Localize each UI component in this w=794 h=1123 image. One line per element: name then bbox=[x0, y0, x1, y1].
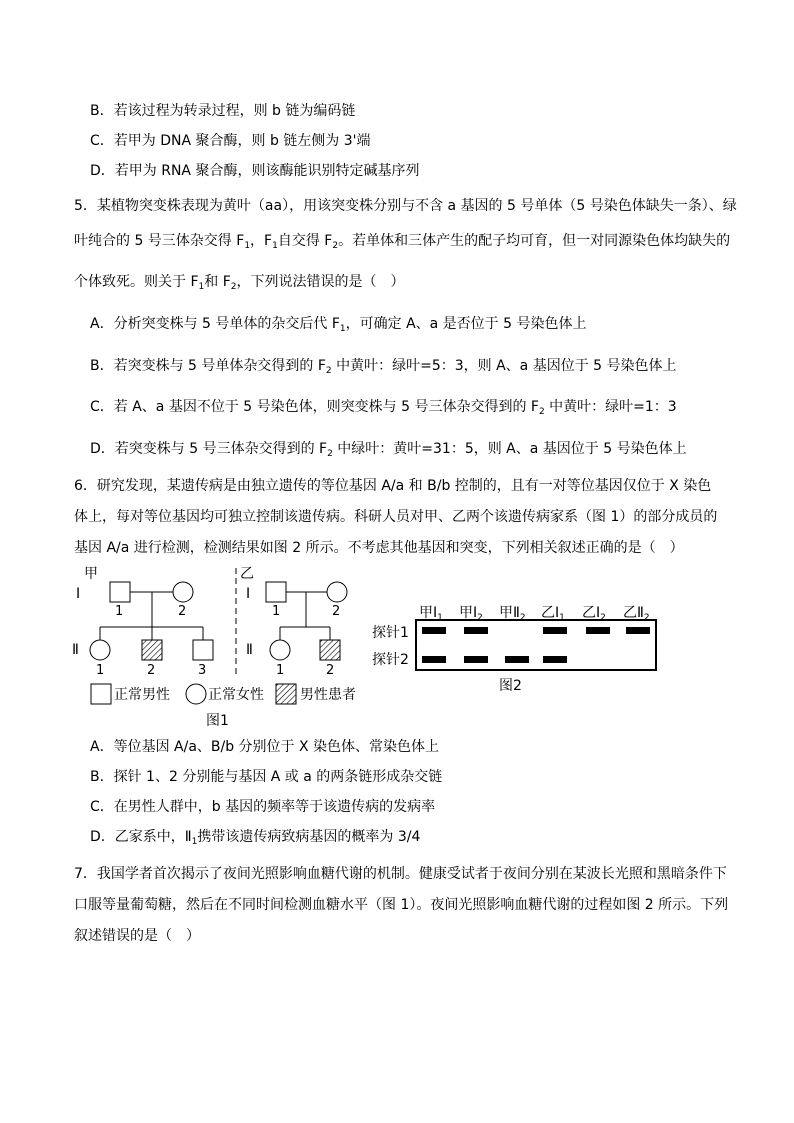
fig2-frame bbox=[415, 619, 657, 671]
q6-option-a: A．等位基因 A/a、B/b 分别位于 X 染色体、常染色体上 bbox=[90, 739, 440, 755]
q5-option-c: C．若 A、a 基因不位于 5 号染色体，则突变株与 5 号三体杂交得到的 $F_2$ 中黄叶：绿叶=1：3 bbox=[90, 399, 677, 417]
yi-II2-number: 2 bbox=[326, 663, 335, 678]
jia-generation-II-label: Ⅱ bbox=[72, 642, 79, 658]
jia-I2-number: 2 bbox=[178, 604, 187, 619]
jia-II3-male bbox=[193, 640, 213, 660]
q6-stem-line1: 6．研究发现，某遗传病是由独立遗传的等位基因 A/a 和 B/b 控制的，且有一对等位基因仅位于 X 染色 bbox=[74, 478, 712, 494]
q6-stem-line2: 体上，每对等位基因均可独立控制该遗传病。科研人员对甲、乙两个该遗传病家系（图 1）的部分成员的 bbox=[74, 509, 718, 525]
fig2-col-6: 乙$Ⅱ_2$ bbox=[623, 605, 650, 623]
q6-option-b: B．探针 1、2 分别能与基因 A 或 a 的两条链形成杂交链 bbox=[90, 769, 443, 785]
q5-option-a: A．分析突变株与 5 号单体的杂交后代 $F_1$，可确定 A、a 是否位于 5 号染色体上 bbox=[90, 316, 587, 334]
q5-stem-line1: 5．某植物突变株表现为黄叶（aa），用该突变株分别与不含 a 基因的 5 号单体（5 号染色体缺失一条）、绿 bbox=[74, 198, 737, 214]
probe1-band bbox=[626, 627, 650, 634]
yi-generation-I-label: Ⅰ bbox=[246, 586, 251, 602]
fig2-col-5: 乙$Ⅰ_2$ bbox=[582, 605, 606, 623]
jia-generation-I-label: Ⅰ bbox=[76, 586, 81, 602]
q5-stem-line3: 个体致死。则关于 $F_1$和 $F_2$，下列说法错误的是（ ） bbox=[74, 274, 405, 292]
q7-stem-line2: 口服等量葡萄糖，然后在不同时间检测血糖水平（图 1）。夜间光照影响血糖代谢的过程如图 2 所示。下列 bbox=[74, 897, 729, 913]
family-jia-label: 甲 bbox=[84, 566, 98, 582]
q5-option-b: B．若突变株与 5 号单体杂交得到的 $F_2$ 中黄叶：绿叶=5：3，则 A、a 基因位于 5 号染色体上 bbox=[90, 358, 677, 376]
family-yi-label: 乙 bbox=[240, 566, 254, 582]
probe2-band bbox=[505, 656, 529, 663]
yi-I2-female bbox=[327, 582, 347, 602]
q4-option-b: B．若该过程为转录过程，则 b 链为编码链 bbox=[90, 103, 356, 119]
fig2-col-3: 甲$Ⅱ_2$ bbox=[499, 605, 526, 623]
legend-normal-female-label: 正常女性 bbox=[208, 687, 264, 703]
fig2-probe2-label: 探针2 bbox=[372, 652, 409, 668]
jia-II1-female bbox=[90, 640, 110, 660]
q4-option-c: C．若甲为 DNA 聚合酶，则 b 链左侧为 3'端 bbox=[90, 133, 371, 149]
fig2-probe1-label: 探针1 bbox=[372, 625, 409, 641]
probe1-band bbox=[464, 627, 488, 634]
probe1-band bbox=[422, 627, 446, 634]
q6-option-c: C．在男性人群中，b 基因的频率等于该遗传病的发病率 bbox=[90, 799, 436, 815]
q6-option-d: D．乙家系中，$Ⅱ_1$携带该遗传病致病基因的概率为 3/4 bbox=[90, 829, 421, 847]
figure1-caption: 图1 bbox=[206, 713, 229, 729]
yi-I1-male bbox=[266, 582, 286, 602]
yi-I2-number: 2 bbox=[332, 604, 341, 619]
legend-normal-female-symbol bbox=[186, 684, 206, 704]
yi-II1-female bbox=[270, 640, 290, 660]
q7-stem-line1: 7．我国学者首次揭示了夜间光照影响血糖代谢的机制。健康受试者于夜间分别在某波长光照和黑暗条件下 bbox=[74, 866, 727, 882]
yi-I1-number: 1 bbox=[272, 604, 281, 619]
legend-normal-male-label: 正常男性 bbox=[114, 687, 170, 703]
probe2-band bbox=[464, 656, 488, 663]
yi-generation-II-label: Ⅱ bbox=[246, 642, 253, 658]
jia-I1-number: 1 bbox=[115, 604, 124, 619]
jia-I1-male bbox=[110, 582, 130, 602]
figure2-caption: 图2 bbox=[499, 678, 522, 694]
fig2-col-4: 乙$Ⅰ_1$ bbox=[541, 605, 565, 623]
legend-patient-label: 男性患者 bbox=[300, 687, 356, 703]
jia-I2-female bbox=[173, 582, 193, 602]
probe1-band bbox=[586, 627, 610, 634]
yi-II2-patient bbox=[320, 640, 340, 660]
probe1-band bbox=[543, 627, 567, 634]
legend-patient-symbol bbox=[276, 684, 296, 704]
q5-option-d: D．若突变株与 5 号三体杂交得到的 $F_2$ 中绿叶：黄叶=31：5，则 A、a 基因位于 5 号染色体上 bbox=[90, 441, 687, 459]
jia-II3-number: 3 bbox=[198, 663, 207, 678]
fig2-col-1: 甲$Ⅰ_1$ bbox=[419, 605, 443, 623]
q7-stem-line3: 叙述错误的是（ ） bbox=[74, 928, 200, 944]
legend-normal-male-symbol bbox=[91, 684, 111, 704]
probe2-band bbox=[422, 656, 446, 663]
jia-II1-number: 1 bbox=[96, 663, 105, 678]
q6-stem-line3: 基因 A/a 进行检测，检测结果如图 2 所示。不考虑其他基因和突变，下列相关叙述正确的是（ ） bbox=[74, 540, 684, 556]
jia-II2-number: 2 bbox=[147, 663, 156, 678]
yi-II1-number: 1 bbox=[276, 663, 285, 678]
probe2-band bbox=[543, 656, 567, 663]
q4-option-d: D．若甲为 RNA 聚合酶，则该酶能识别特定碱基序列 bbox=[90, 163, 420, 179]
q5-stem-line2: 叶纯合的 5 号三体杂交得 $F_1$，$F_1$自交得 $F_2$。若单体和三体产生的配子均可育，但一对同源染色体均缺失的 bbox=[74, 233, 731, 251]
jia-II2-patient bbox=[142, 640, 162, 660]
fig2-col-2: 甲$Ⅰ_2$ bbox=[459, 605, 483, 623]
